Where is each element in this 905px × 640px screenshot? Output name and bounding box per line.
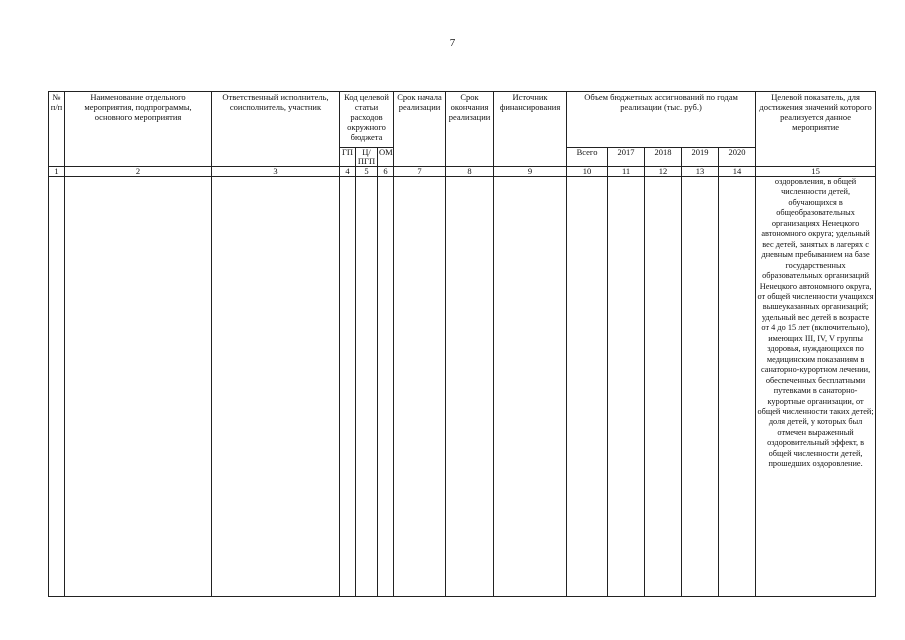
column-number: 10 bbox=[567, 167, 608, 177]
column-number: 5 bbox=[356, 167, 378, 177]
cell-activity-name bbox=[65, 177, 212, 597]
cell-2020 bbox=[719, 177, 756, 597]
page-number: 7 bbox=[449, 37, 456, 49]
table-row bbox=[49, 177, 876, 597]
column-number: 6 bbox=[378, 167, 394, 177]
header-num: № п/п bbox=[49, 92, 65, 167]
cell-2019 bbox=[682, 177, 719, 597]
cell-2018 bbox=[645, 177, 682, 597]
header-responsible: Ответственный исполнитель, соисполнитель, участник bbox=[212, 92, 340, 167]
cell-responsible bbox=[212, 177, 340, 597]
header-code-tsgp: Ц/ПГП bbox=[356, 148, 378, 167]
header-year-2017: 2017 bbox=[608, 148, 645, 167]
column-number: 15 bbox=[756, 167, 876, 177]
header-budget-volume: Объем бюджетных ассигнований по годам реализации (тыс. руб.) bbox=[567, 92, 756, 148]
cell-funding-source bbox=[494, 177, 567, 597]
header-target-indicator: Целевой показатель, для достижения значений которого реализуется данное мероприятие bbox=[756, 92, 876, 167]
column-number: 8 bbox=[446, 167, 494, 177]
cell-2017 bbox=[608, 177, 645, 597]
header-year-2018: 2018 bbox=[645, 148, 682, 167]
column-number-row bbox=[49, 167, 876, 177]
budget-table bbox=[48, 91, 876, 597]
header-code-gp: ГП bbox=[340, 148, 356, 167]
header-budget-code: Код целевой статьи расходов окружного бюджета bbox=[340, 92, 394, 148]
cell-code-om bbox=[378, 177, 394, 597]
header-start-date: Срок начала реализации bbox=[394, 92, 446, 167]
cell-code-gp bbox=[340, 177, 356, 597]
column-number: 7 bbox=[394, 167, 446, 177]
column-number: 12 bbox=[645, 167, 682, 177]
column-number: 13 bbox=[682, 167, 719, 177]
column-number: 9 bbox=[494, 167, 567, 177]
header-year-2019: 2019 bbox=[682, 148, 719, 167]
cell-num bbox=[49, 177, 65, 597]
cell-total bbox=[567, 177, 608, 597]
cell-code-tsgp bbox=[356, 177, 378, 597]
cell-end-date bbox=[446, 177, 494, 597]
column-number: 3 bbox=[212, 167, 340, 177]
header-code-om: ОМ bbox=[378, 148, 394, 167]
column-number: 14 bbox=[719, 167, 756, 177]
header-row bbox=[49, 92, 876, 148]
header-total: Всего bbox=[567, 148, 608, 167]
column-number: 11 bbox=[608, 167, 645, 177]
cell-start-date bbox=[394, 177, 446, 597]
header-activity-name: Наименование отдельного мероприятия, подпрограммы, основного мероприятия bbox=[65, 92, 212, 167]
column-number: 1 bbox=[49, 167, 65, 177]
header-end-date: Срок окончания реализации bbox=[446, 92, 494, 167]
cell-target-indicator: оздоровления, в общей численности детей, обучающихся в общеобразовательных организациях Ненецкого автономного округа; удельный вес детей, занятых в лагерях с дневным пребыванием на базе государственных образовательных организаций Ненецкого автономного округа, от общей численности учащихся вышеуказанных организаций; удельный вес детей в возрасте от 4 до 15 лет (включительно), имеющих III, IV, V группы здоровья, нуждающихся по медицинским показаниям в санаторно-курортном лечении, обеспеченных бесплатными путевками в санаторно-курортные организации, от общей численности таких детей; доля детей, у которых был отмечен выраженный оздоровительный эффект, в общей численности детей, прошедших оздоровление. bbox=[756, 177, 876, 597]
column-number: 4 bbox=[340, 167, 356, 177]
header-funding-source: Источник финансирования bbox=[494, 92, 567, 167]
column-number: 2 bbox=[65, 167, 212, 177]
header-year-2020: 2020 bbox=[719, 148, 756, 167]
